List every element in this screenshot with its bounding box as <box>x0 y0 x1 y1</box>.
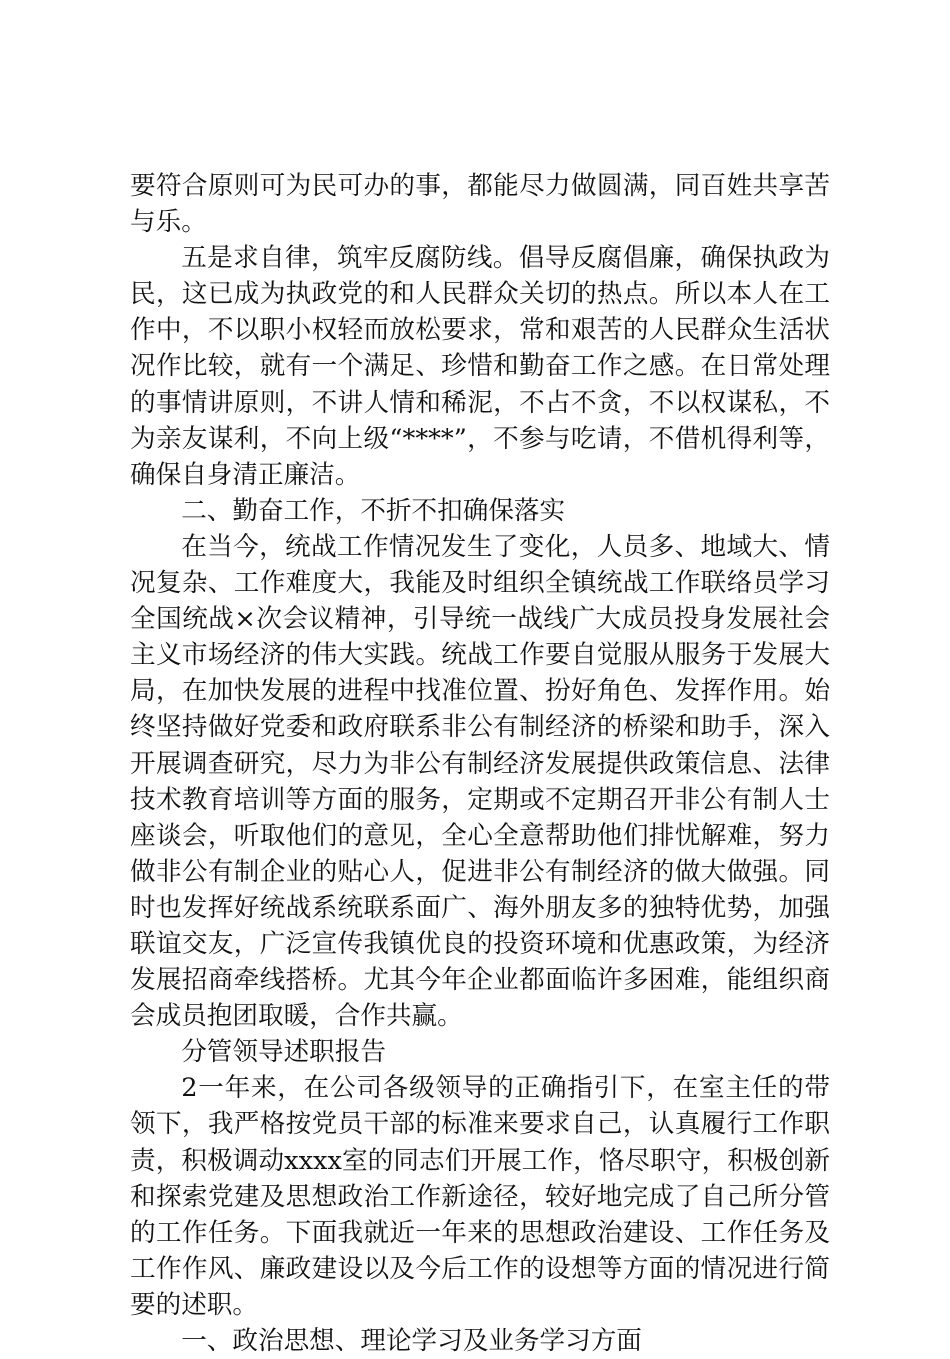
paragraph-self-discipline: 五是求自律，筑牢反腐防线。倡导反腐倡廉，确保执政为民，这已成为执政党的和人民群众关切的热点。所以本人在工作中，不以职小权轻而放松要求，常和艰苦的人民群众生活状况作比较，就有一个满足、珍惜和勤奋工作之感。在日常处理的事情讲原则，不讲人情和稀泥，不占不贪，不以权谋私，不为亲友谋利，不向上级“****”，不参与吃请，不借机得利等，确保自身清正廉洁。 <box>130 243 830 490</box>
paragraph-report-intro: 2一年来，在公司各级领导的正确指引下，在室主任的带领下，我严格按党员干部的标准来要求自己，认真履行工作职责，积极调动xxxx室的同志们开展工作，恪尽职守，积极创新和探索党建及思想政治工作新途径，较好地完成了自己所分管的工作任务。下面我就近一年来的思想政治建设、工作任务及工作作风、廉政建设以及今后工作的设想等方面的情况进行简要的述职。 <box>130 1073 830 1320</box>
paragraph-united-front-work: 在当今，统战工作情况发生了变化，人员多、地域大、情况复杂、工作难度大，我能及时组织全镇统战工作联络员学习全国统战×次会议精神，引导统一战线广大成员投身发展社会主义市场经济的伟大实践。统战工作要自觉服从服务于发展大局，在加快发展的进程中找准位置、扮好角色、发挥作用。始终坚持做好党委和政府联系非公有制经济的桥梁和助手，深入开展调查研究，尽力为非公有制经济发展提供政策信息、法律技术教育培训等方面的服务，定期或不定期召开非公有制人士座谈会，听取他们的意见，全心全意帮助他们排忧解难，努力做非公有制企业的贴心人，促进非公有制经济的做大做强。同时也发挥好统战系统联系面广、海外朋友多的独特优势，加强联谊交友，广泛宣传我镇优良的投资环境和优惠政策，为经济发展招商牵线搭桥。尤其今年企业都面临许多困难，能组织商会成员抱团取暖，合作共赢。 <box>130 531 830 1032</box>
report-title: 分管领导述职报告 <box>181 1037 386 1068</box>
section-heading-diligent-work: 二、勤奋工作，不折不扣确保落实 <box>181 495 566 526</box>
document-body <box>130 168 830 1359</box>
paragraph-continuation: 要符合原则可为民可办的事，都能尽力做圆满，同百姓共享苦与乐。 <box>130 171 830 238</box>
section-heading-political-study: 一、政治思想、理论学习及业务学习方面 <box>181 1326 642 1356</box>
